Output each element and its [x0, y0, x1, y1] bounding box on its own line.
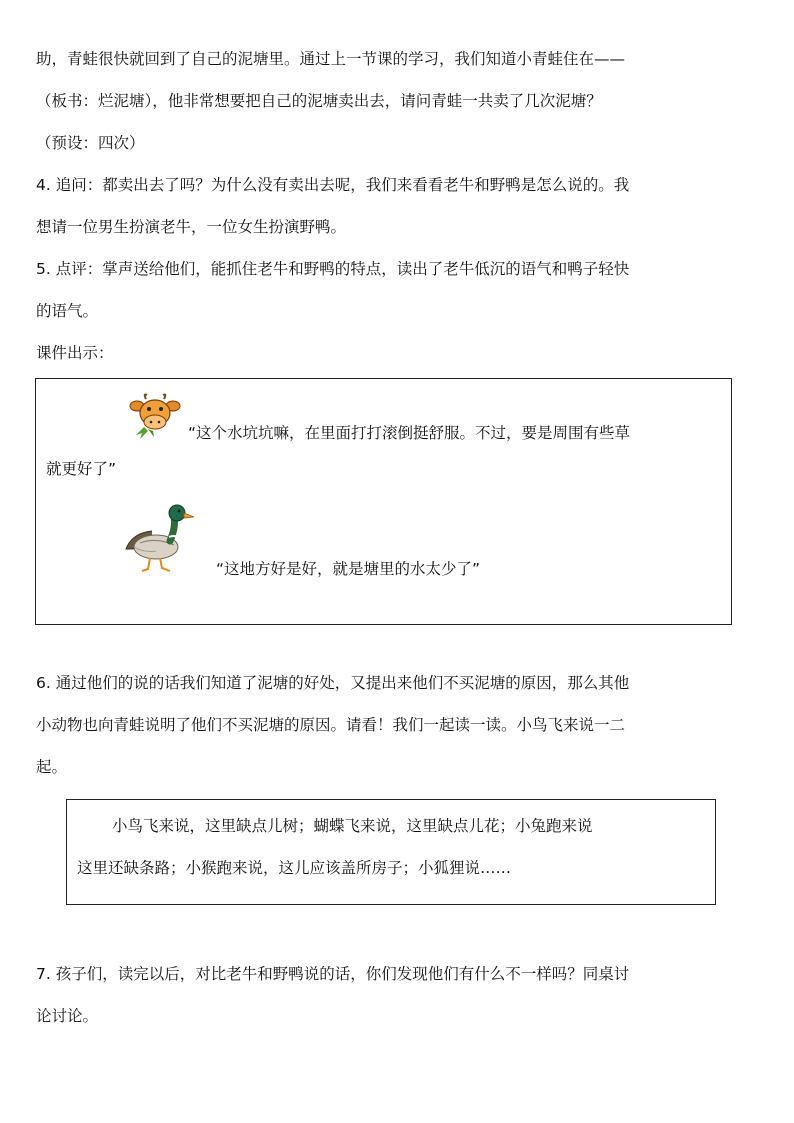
text-line: 论讨论。: [36, 1007, 99, 1025]
duck-icon: [122, 503, 198, 575]
text-line: 助，青蛙很快就回到了自己的泥塘里。通过上一节课的学习，我们知道小青蛙住在——: [36, 50, 626, 68]
text-line: （预设：四次）: [36, 134, 145, 152]
cow-icon: [126, 393, 184, 441]
text-line: 想请一位男生扮演老牛，一位女生扮演野鸭。: [36, 218, 347, 236]
text-line: 小动物也向青蛙说明了他们不买泥塘的原因。请看！我们一起读一读。小鸟飞来说一二: [36, 716, 626, 734]
text-line: 5. 点评：掌声送给他们，能抓住老牛和野鸭的特点，读出了老牛低沉的语气和鸭子轻快: [36, 260, 630, 278]
text-line: 6. 通过他们的说的话我们知道了泥塘的好处，又提出来他们不买泥塘的原因，那么其他: [36, 674, 630, 692]
reading-line: 小鸟飞来说，这里缺点儿树；蝴蝶飞来说，这里缺点儿花；小兔跑来说: [112, 817, 593, 835]
text-line: 起。: [36, 758, 68, 776]
text-line: 4. 追问：都卖出去了吗？为什么没有卖出去呢，我们来看看老牛和野鸭是怎么说的。我: [36, 176, 630, 194]
text-line: 课件出示：: [36, 344, 114, 362]
text-line: 的语气。: [36, 302, 99, 320]
text-line: （板书：烂泥塘），他非常想要把自己的泥塘卖出去，请问青蛙一共卖了几次泥塘？: [36, 92, 602, 110]
reading-box: [66, 799, 716, 905]
cow-quote-continued: 就更好了”: [46, 460, 117, 478]
text-line: 7. 孩子们，读完以后，对比老牛和野鸭说的话，你们发现他们有什么不一样吗？同桌讨: [36, 965, 630, 983]
quote-box: [35, 378, 732, 625]
cow-quote: “这个水坑坑嘛，在里面打打滚倒挺舒服。不过，要是周围有些草: [188, 424, 631, 442]
reading-line: 这里还缺条路；小猴跑来说，这儿应该盖所房子；小狐狸说……: [77, 859, 512, 877]
duck-quote: “这地方好是好，就是塘里的水太少了”: [216, 560, 481, 578]
